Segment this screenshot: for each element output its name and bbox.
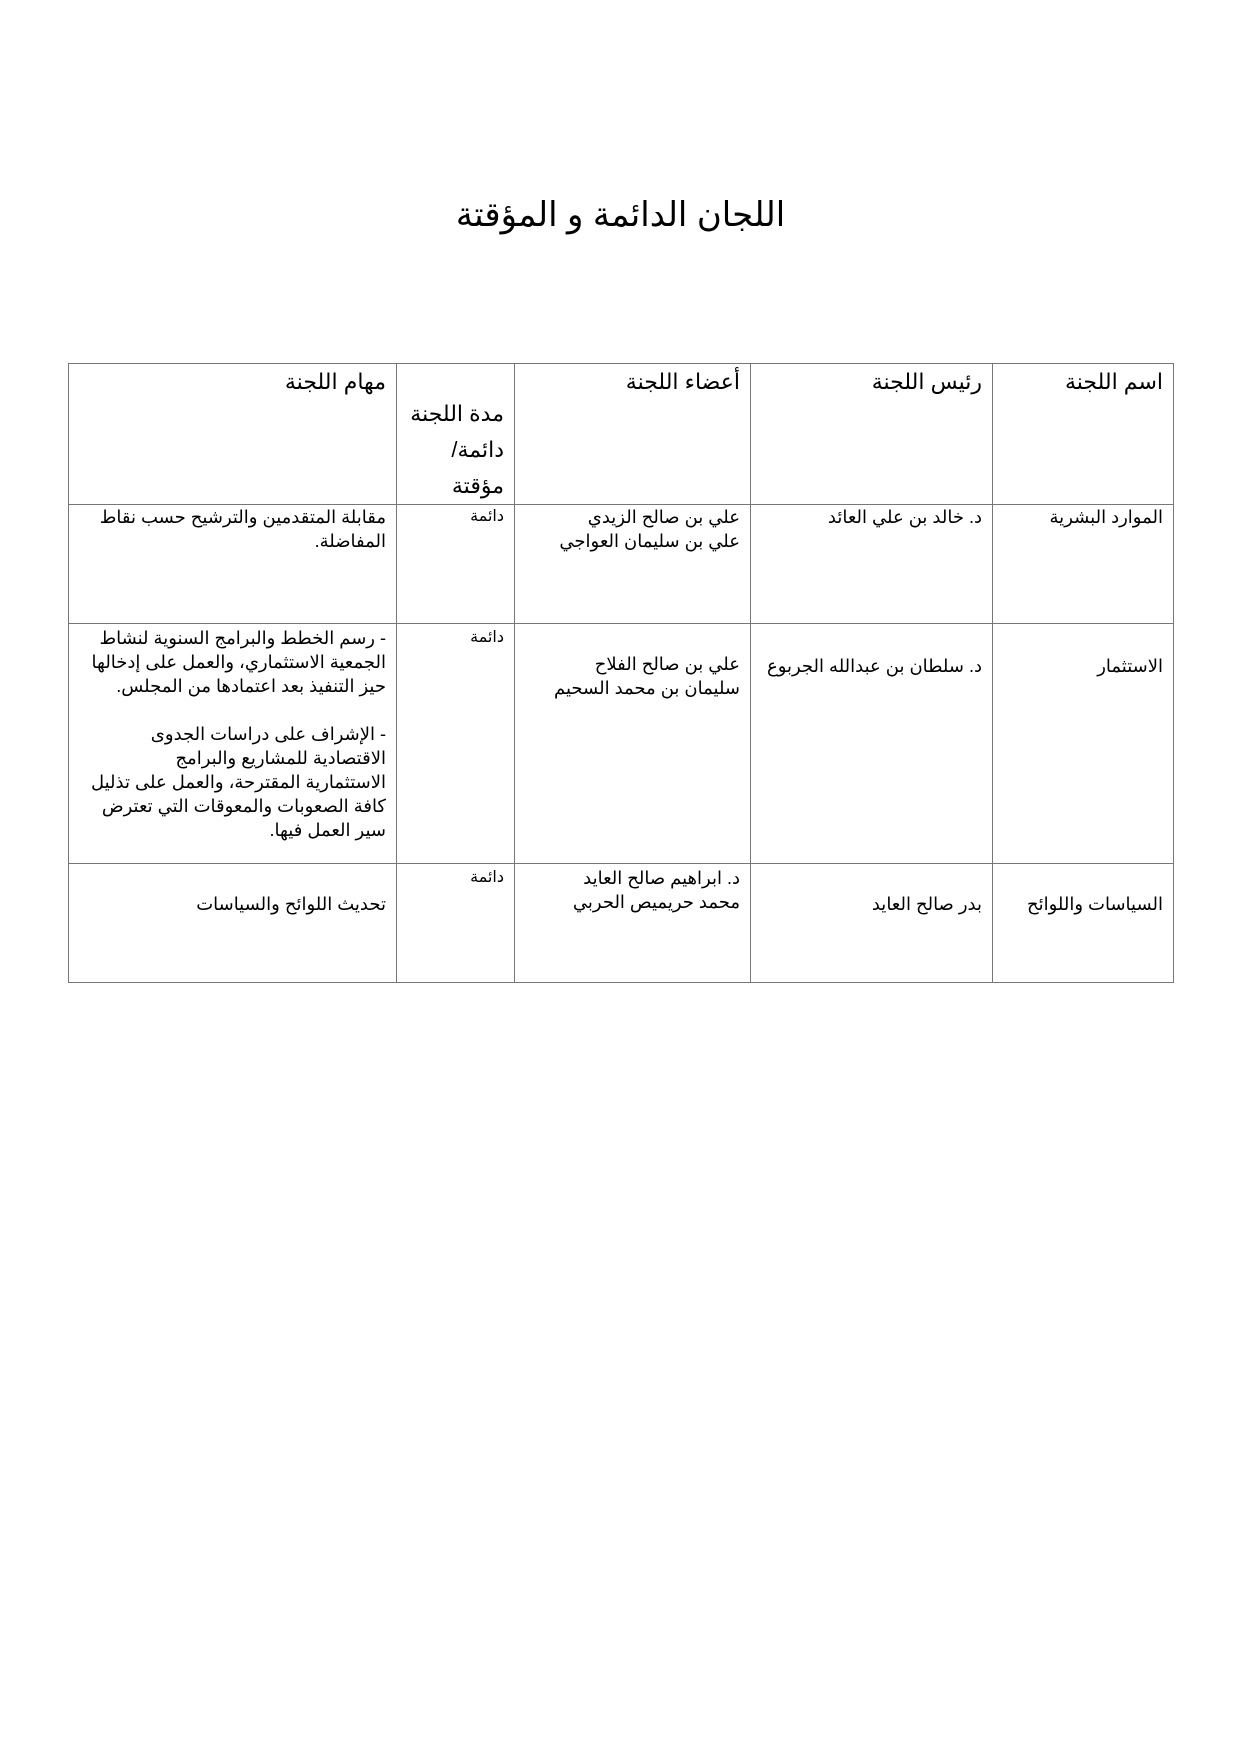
header-committee-name: اسم اللجنة (993, 364, 1174, 505)
header-duration-line: مؤقتة (451, 473, 504, 498)
task-line: كافة الصعوبات والمعوقات التي تعترض (101, 796, 386, 816)
committee-name-cell: الاستثمار (993, 624, 1174, 864)
task-line: مقابلة المتقدمين والترشيح حسب نقاط (99, 507, 386, 527)
committee-name-cell: السياسات واللوائح (993, 864, 1174, 983)
committee-chair-cell: د. خالد بن علي العائد (751, 505, 993, 624)
committee-duration-cell: دائمة (397, 624, 515, 864)
header-duration-line: دائمة/ (451, 437, 504, 462)
member-name: سليمان بن محمد السحيم (554, 678, 740, 698)
paragraph-gap (79, 698, 386, 722)
committee-members-cell (515, 624, 751, 864)
task-line: الاقتصادية للمشاريع والبرامج (175, 748, 386, 768)
header-committee-duration (397, 364, 515, 505)
committee-members-cell (515, 505, 751, 624)
member-name: علي بن صالح الزيدي (587, 507, 740, 527)
page-title: اللجان الدائمة و المؤقتة (455, 196, 786, 234)
task-line: سير العمل فيها. (269, 820, 386, 840)
member-name: محمد حريميص الحربي (572, 892, 740, 912)
committee-chair-cell: بدر صالح العايد (751, 864, 993, 983)
task-line: تحديث اللوائح والسياسات (196, 894, 386, 914)
member-name: علي بن سليمان العواجي (559, 531, 740, 551)
header-duration-line: مدة اللجنة (410, 401, 504, 426)
table-row (69, 864, 1174, 983)
task-line: - الإشراف على دراسات الجدوى (150, 724, 386, 744)
committee-chair-cell: د. سلطان بن عبدالله الجربوع (751, 624, 993, 864)
member-name: علي بن صالح الفلاح (594, 654, 740, 674)
committee-members-cell (515, 864, 751, 983)
task-line: حيز التنفيذ بعد اعتمادها من المجلس. (116, 676, 386, 696)
header-committee-tasks: مهام اللجنة (69, 364, 397, 505)
committee-tasks-cell (69, 864, 397, 983)
table-row (69, 505, 1174, 624)
committee-name-cell: الموارد البشرية (993, 505, 1174, 624)
table-header-row (69, 364, 1174, 505)
member-name: د. ابراهيم صالح العايد (583, 868, 740, 888)
committee-duration-cell: دائمة (397, 505, 515, 624)
committee-duration-cell: دائمة (397, 864, 515, 983)
committee-tasks-cell (69, 624, 397, 864)
header-committee-members: أعضاء اللجنة (515, 364, 751, 505)
task-line: - رسم الخطط والبرامج السنوية لنشاط (99, 628, 386, 648)
header-committee-chair: رئيس اللجنة (751, 364, 993, 505)
task-line: الاستثمارية المقترحة، والعمل على تذليل (90, 772, 386, 792)
committee-tasks-cell (69, 505, 397, 624)
committees-table (68, 363, 1174, 983)
task-line: الجمعية الاستثماري، والعمل على إدخالها (91, 652, 386, 672)
table-row (69, 624, 1174, 864)
task-line: المفاضلة. (314, 531, 386, 551)
